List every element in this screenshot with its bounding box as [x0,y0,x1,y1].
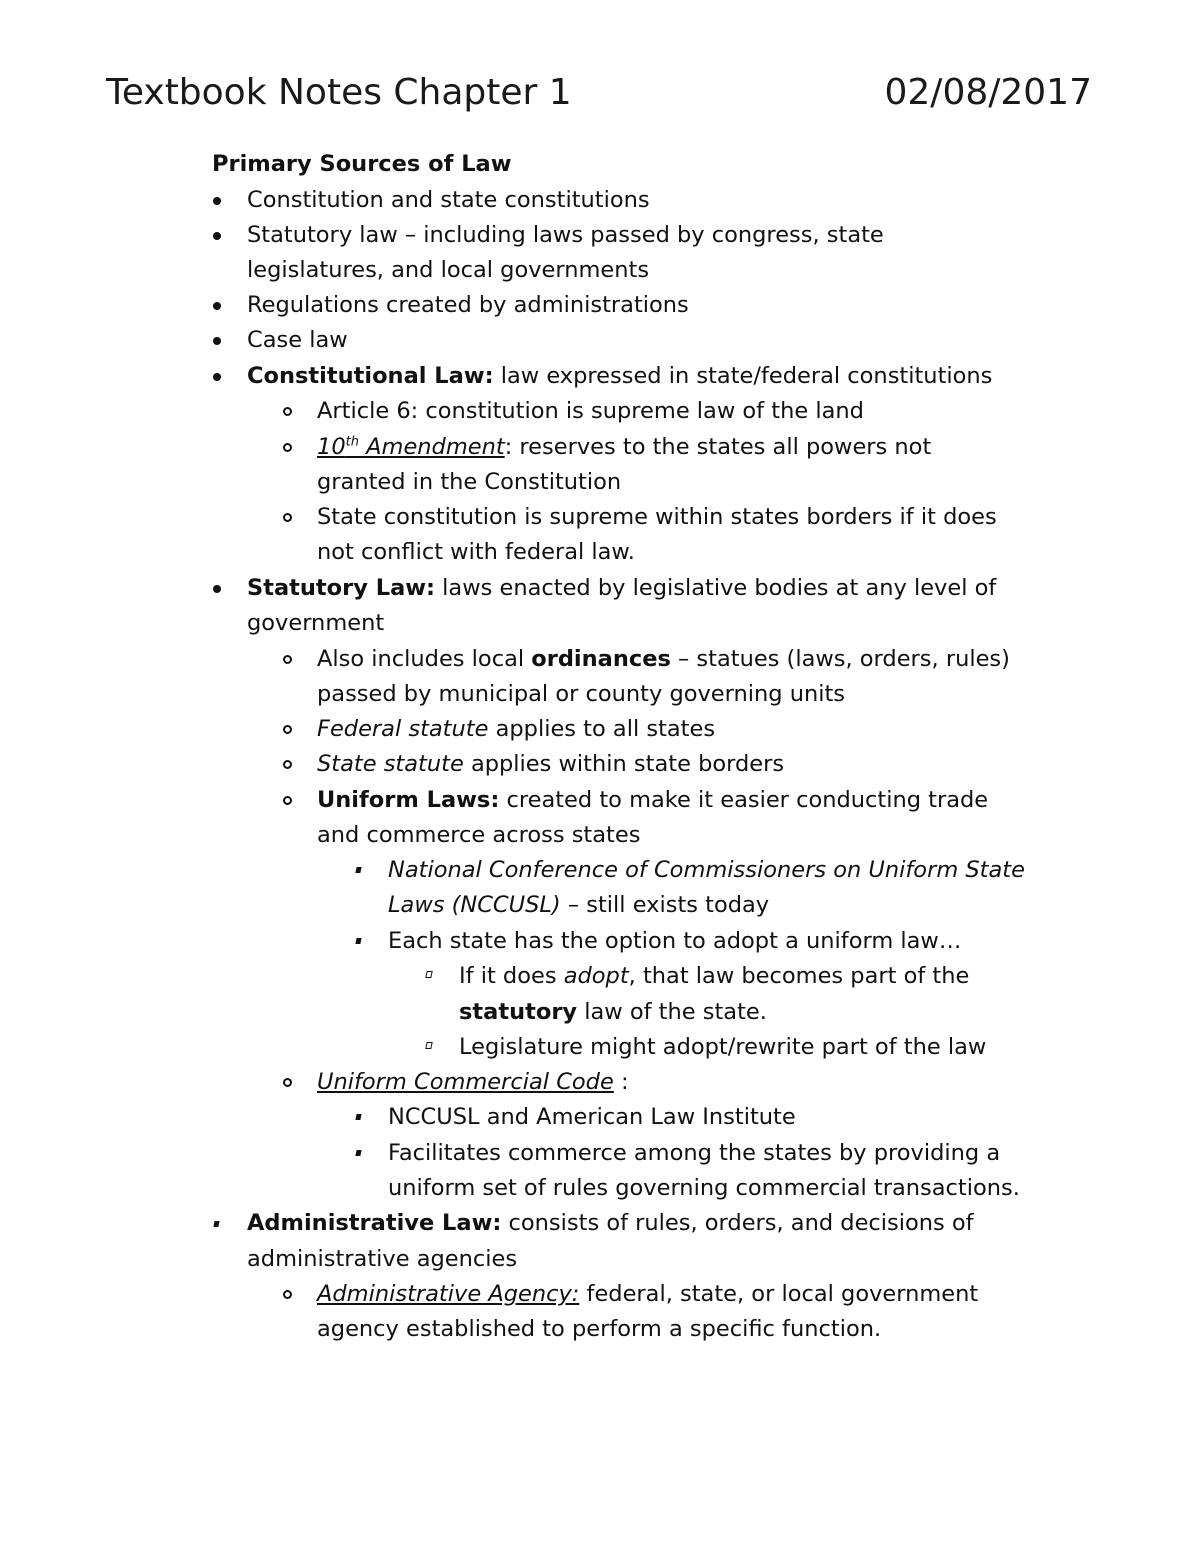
list-item-text: passed by municipal or county governing units [317,681,846,707]
list-item-text: statutory law of the state. [459,999,767,1025]
list-item-text: Legislature might adopt/rewrite part of the law [459,1034,987,1060]
circle-bullet-icon [283,725,292,734]
list-item-text: agency established to perform a specific function. [317,1316,882,1342]
square-bullet-icon [356,1113,361,1120]
bullet-icon [213,585,221,593]
list-item-text [247,571,996,606]
list-item-text [317,430,931,465]
square-bullet-icon [356,937,361,944]
circle-bullet-icon [283,407,292,416]
list-item-text: If it does adopt, that law becomes part of the [459,963,970,989]
state-statute-term: State statute [317,751,464,777]
circle-bullet-icon [283,513,292,522]
uniform-laws-term: Uniform Laws: [317,787,500,813]
square-bullet-icon [214,1220,219,1227]
list-item-text: Constitution and state constitutions [247,187,650,213]
open-square-bullet-icon [426,1042,432,1049]
outline-heading: Primary Sources of Law [212,151,512,177]
list-item-text: Each state has the option to adopt a uniform law… [388,928,962,954]
list-item-text: legislatures, and local governments [247,257,650,283]
bullet-icon [213,302,221,310]
document-date: 02/08/2017 [884,72,1092,113]
circle-bullet-icon [283,443,292,452]
adopt-term: adopt [563,963,629,989]
list-item-text: Facilitates commerce among the states by providing a [388,1140,1001,1166]
list-item-text: State constitution is supreme within states borders if it does [317,504,997,530]
list-item-text: Federal statute applies to all states [317,716,716,742]
circle-bullet-icon [283,1078,292,1087]
list-item-text: Laws (NCCUSL) – still exists today [388,892,770,918]
list-item-text: Administrative Agency: federal, state, or local government [317,1281,979,1307]
federal-statute-term: Federal statute [317,716,489,742]
administrative-law-term: Administrative Law: [247,1210,502,1236]
circle-bullet-icon [283,655,292,664]
list-item-text [247,359,992,394]
bullet-icon [213,197,221,205]
list-item-text: and commerce across states [317,822,641,848]
list-item-text: government [247,610,385,636]
list-item-text: not conflict with federal law. [317,539,635,565]
list-item-text: Uniform Commercial Code : [317,1069,629,1095]
administrative-agency-term: Administrative Agency: [317,1281,580,1307]
square-bullet-icon [356,866,361,873]
list-item-text: Uniform Laws: created to make it easier conducting trade [317,787,989,813]
circle-bullet-icon [283,1290,292,1299]
list-item-text: granted in the Constitution [317,469,622,495]
document-title: Textbook Notes Chapter 1 [106,72,572,113]
open-square-bullet-icon [426,971,432,978]
list-item-text: Case law [247,327,348,353]
list-item-text: State statute applies within state borders [317,751,785,777]
statutory-law-definition: laws enacted by legislative bodies at any level of [435,575,997,601]
bullet-icon [213,337,221,345]
list-item-text: National Conference of Commissioners on Uniform State [388,857,1025,883]
constitutional-law-definition: law expressed in state/federal constitutions [493,363,993,389]
statutory-law-term: Statutory Law: [247,575,436,601]
square-bullet-icon [356,1149,361,1156]
statutory-term: statutory [459,999,578,1025]
list-item-text: Also includes local ordinances – statues (laws, orders, rules) [317,646,1010,672]
ucc-term: Uniform Commercial Code [317,1069,614,1095]
list-item-text: Statutory law – including laws passed by congress, state [247,222,884,248]
list-item-text: Administrative Law: consists of rules, orders, and decisions of [247,1210,974,1236]
list-item-text: uniform set of rules governing commercial transactions. [388,1175,1020,1201]
circle-bullet-icon [283,796,292,805]
tenth-amendment-definition: : reserves to the states all powers not [504,434,932,460]
bullet-icon [213,232,221,240]
list-item-text: NCCUSL and American Law Institute [388,1104,796,1130]
ordinances-term: ordinances [531,646,671,672]
list-item-text: Article 6: constitution is supreme law of the land [317,398,864,424]
tenth-amendment-term: 10th Amendment [317,434,505,460]
list-item-text: administrative agencies [247,1246,518,1272]
list-item-text: Regulations created by administrations [247,292,689,318]
bullet-icon [213,373,221,381]
circle-bullet-icon [283,760,292,769]
constitutional-law-term: Constitutional Law: [247,363,494,389]
